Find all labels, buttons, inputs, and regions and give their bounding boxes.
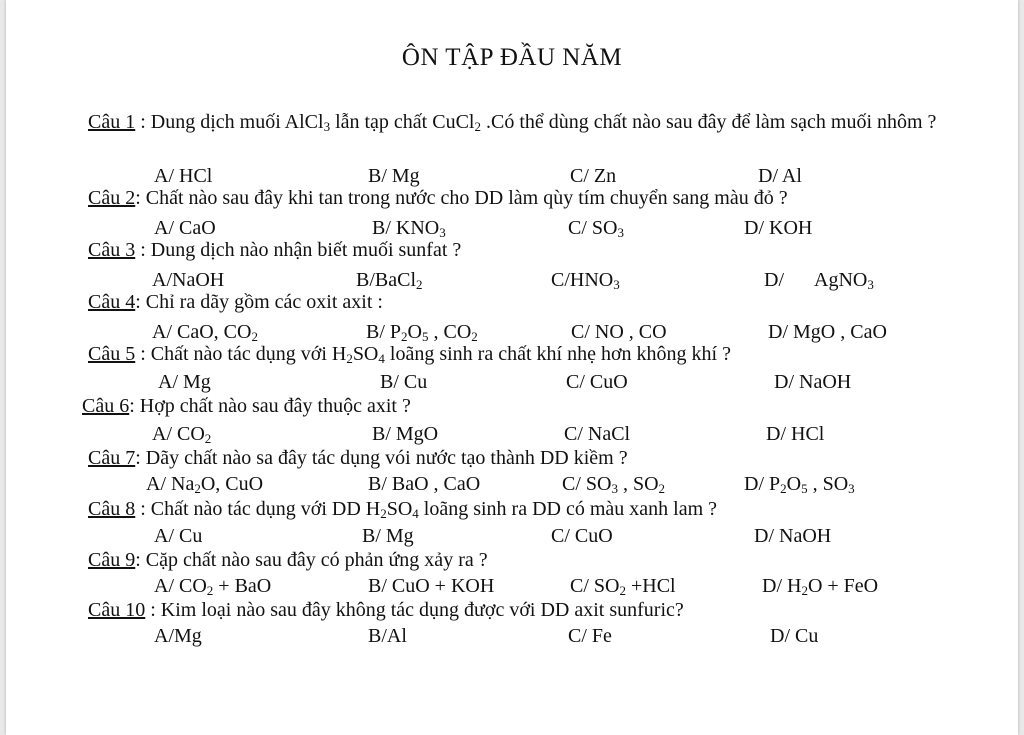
question-text: : Dung dịch muối AlCl$_3$ lẫn tạp chất CuCl$_2$ .Có thể dùng chất nào sau đây để làm sạch muối nhôm ? [135,111,937,134]
question-4 [88,290,383,314]
answer-option-d: D/ AgNO$_3$ [764,269,874,292]
question-text: : Dãy chất nào sa đây tác dụng vói nước tạo thành DD kiềm ? [135,447,628,469]
answer-option-a: A/ CaO [154,217,216,239]
answer-option-c: C/ Fe [568,625,612,647]
answer-option-c: C/ CuO [566,371,628,393]
answer-option-d: D/ HCl [766,423,825,445]
answer-option-b: B/ MgO [372,423,439,445]
answer-option-c: C/ $SO_3$ , $SO_2$ [562,473,666,496]
question-3 [88,238,461,262]
answer-option-a: A/ Mg [158,371,211,393]
answer-option-b: B/ Mg [368,165,420,187]
question-text: : Chỉ ra dãy gồm các oxit axit : [135,291,383,313]
question-label: Câu 9 [88,549,136,571]
answer-option-a: A/ $Na_2O$, CuO [146,473,264,496]
question-10 [88,598,684,622]
question-8 [88,497,717,521]
question-text: : Cặp chất nào sau đây có phản ứng xảy ra ? [135,549,488,571]
answer-option-b: B/ BaO , CaO [368,473,481,495]
answer-option-c: C/ $SO_3$ [568,217,624,240]
answer-option-d: D/ KOH [744,217,813,239]
question-5 [88,342,731,366]
answer-option-d: D/ $H_2O$ + FeO [762,575,879,598]
answer-option-d: D/ MgO , CaO [768,321,887,343]
question-text: : Chất nào sau đây khi tan trong nước cho DD làm qùy tím chuyển sang màu đỏ ? [135,187,788,209]
answer-option-a: A/ HCl [154,165,213,187]
answer-option-a: A/ $CO_2$ + BaO [154,575,272,598]
question-label: Câu 5 [88,343,136,365]
question-label: Câu 10 [88,599,146,621]
answer-option-b: B/ Mg [362,525,414,547]
question-text: : Dung dịch nào nhận biết muối sunfat ? [135,239,462,261]
question-label: Câu 8 [88,498,136,520]
answer-option-b: B/ CuO + KOH [368,575,495,597]
question-label: Câu 6 [82,395,130,417]
answer-option-d: D/ Cu [770,625,819,647]
question-6 [82,394,411,418]
question-label: Câu 7 [88,447,136,469]
answer-option-c: C/ Zn [570,165,617,187]
answer-option-b: B/ $KNO_3$ [372,217,446,240]
answer-option-d: D/ $P_2O_5$ , $SO_3$ [744,473,855,496]
answer-option-c: $C/HNO_3$ [551,269,620,292]
question-text: : Hợp chất nào sau đây thuộc axit ? [129,395,411,417]
answer-option-a: A/ Cu [154,525,203,547]
question-label: Câu 4 [88,291,136,313]
document-page [6,0,1018,735]
question-text: : Chất nào tác dụng với $H_2SO_4$ loãng sinh ra chất khí nhẹ hơn không khí ? [135,343,731,366]
answer-option-d: D/ Al [758,165,802,187]
answer-option-a: A/ CaO, $CO_2$ [152,321,258,344]
question-1 [88,110,958,134]
answer-option-d: D/ NaOH [774,371,852,393]
answer-option-c: C/ NO , CO [571,321,667,343]
question-2 [88,186,788,210]
question-text: : Kim loại nào sau đây không tác dụng được với DD axit sunfuric? [145,599,684,621]
answer-option-a: A/ $CO_2$ [152,423,212,446]
page-title: ÔN TẬP ĐẦU NĂM [401,44,623,71]
question-label: Câu 1 [88,111,136,133]
question-9 [88,548,488,572]
question-text: : Chất nào tác dụng với DD $H_2SO_4$ loãng sinh ra DD có màu xanh lam ? [135,498,718,521]
answer-option-b: B/BaCl$_2$ [356,269,423,292]
answer-option-d: D/ NaOH [754,525,832,547]
answer-option-c: C/ CuO [551,525,613,547]
answer-option-b: B/Al [368,625,407,647]
answer-option-a: A/Mg [154,625,202,647]
answer-option-c: C/ NaCl [564,423,631,445]
question-label: Câu 3 [88,239,136,261]
answer-option-a: A/NaOH [152,269,225,291]
answer-option-b: B/ $P_2O_5$ , $CO_2$ [366,321,478,344]
question-7 [88,446,628,470]
answer-option-c: C/ $SO_2 +HCl$ [570,575,676,598]
question-label: Câu 2 [88,187,136,209]
answer-option-b: B/ Cu [380,371,428,393]
